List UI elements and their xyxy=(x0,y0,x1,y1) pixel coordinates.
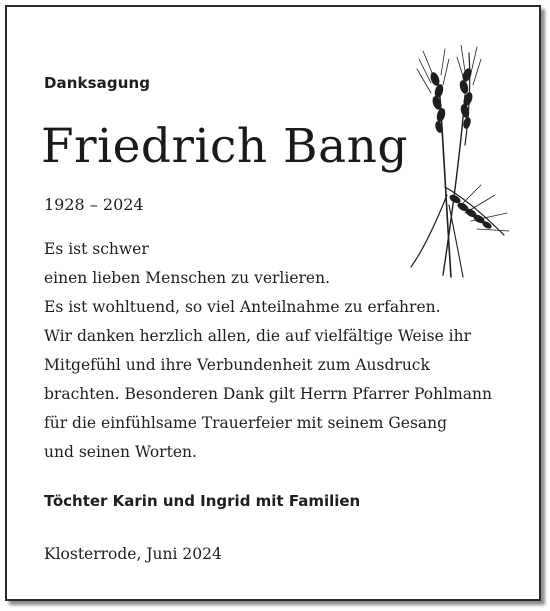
wheat-ears-icon xyxy=(399,45,511,280)
thanks-line: Es ist wohltuend, so viel Anteilnahme zu erfahren. xyxy=(44,298,441,316)
place-date: Klosterrode, Juni 2024 xyxy=(44,545,222,563)
notice-frame xyxy=(5,5,541,601)
signature: Töchter Karin und Ingrid mit Familien xyxy=(44,492,361,510)
thanks-line: Es ist schwer xyxy=(44,240,149,258)
thanks-line: und seinen Worten. xyxy=(44,443,197,461)
notice-heading: Danksagung xyxy=(44,74,151,92)
thanks-line: brachten. Besonderen Dank gilt Herrn Pfarrer Pohlmann xyxy=(44,385,492,403)
thanks-line: Mitgefühl und ihre Verbundenheit zum Ausdruck xyxy=(44,356,430,374)
thanks-line: für die einfühlsame Trauerfeier mit seinem Gesang xyxy=(44,414,448,432)
deceased-name: Friedrich Bang xyxy=(41,119,408,174)
thanks-line: Wir danken herzlich allen, die auf vielfältige Weise ihr xyxy=(44,327,472,345)
thanks-line: einen lieben Menschen zu verlieren. xyxy=(44,269,331,287)
life-years: 1928 – 2024 xyxy=(44,195,144,214)
